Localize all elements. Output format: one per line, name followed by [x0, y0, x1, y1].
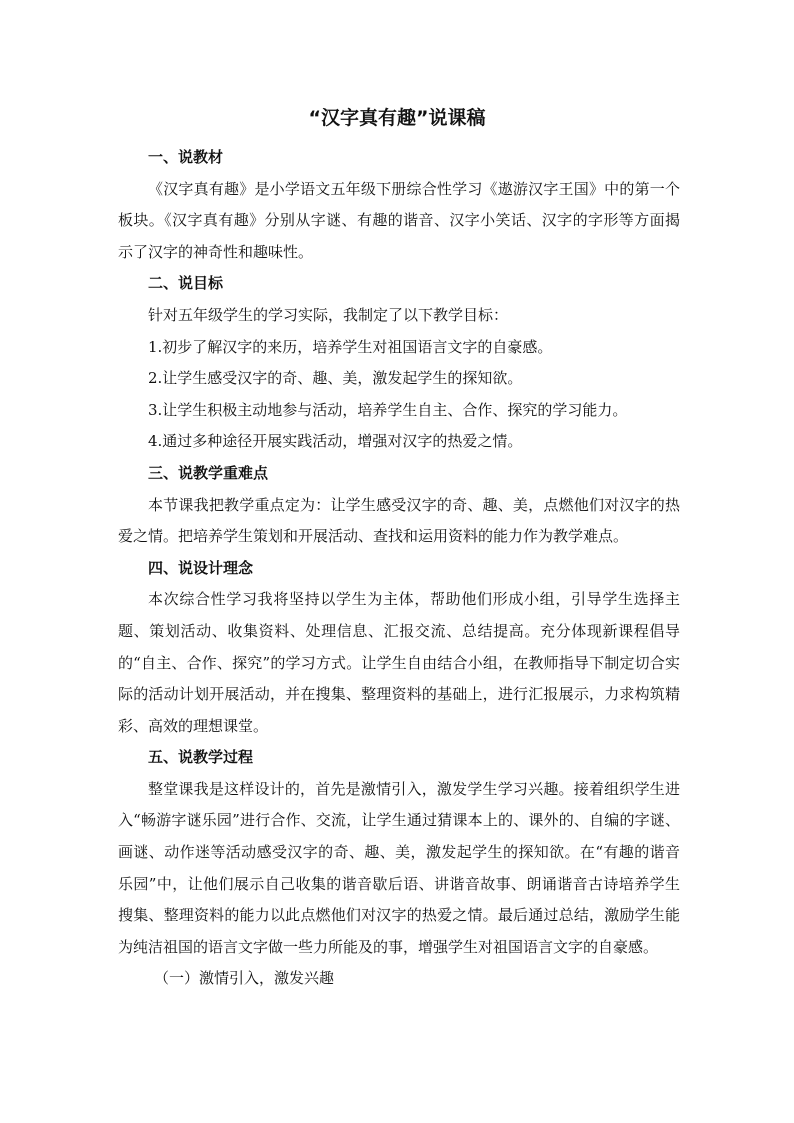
section-paragraph-teaching-process: 整堂课我是这样设计的，首先是激情引入，激发学生学习兴趣。接着组织学生进入“畅游字谜乐园”进行合作、交流，让学生通过猜课本上的、课外的、自编的字谜、画谜、动作迷等活动感受汉字的奇、趣、美，激发起学生的探知欲。在“有趣的谐音乐园”中，让他们展示自己收集的谐音歇后语、讲谐音故事、朗诵谐音古诗培养学生搜集、整理资料的能力以此点燃他们对汉字的热爱之情。最后通过总结，激励学生能为纯洁祖国的语言文字做一些力所能及的事，增强学生对祖国语言文字的自豪感。: [118, 779, 680, 956]
subsection-heading-introduction: （一）激情引入，激发兴趣: [154, 969, 335, 988]
objectives-intro: 针对五年级学生的学习实际，我制定了以下教学目标：: [148, 305, 509, 324]
objective-item: 3.让学生积极主动地参与活动，培养学生自主、合作、探究的学习能力。: [148, 400, 628, 419]
section-heading-objectives: 二、说目标: [148, 274, 224, 293]
objective-item: 2.让学生感受汉字的奇、趣、美，激发起学生的探知欲。: [148, 369, 523, 388]
section-heading-teaching-material: 一、说教材: [148, 148, 224, 166]
objective-item: 4.通过多种途径开展实践活动，增强对汉字的热爱之情。: [148, 432, 523, 451]
objective-item: 1.初步了解汉字的来历，培养学生对祖国语言文字的自豪感。: [148, 337, 553, 356]
document-body: [118, 142, 680, 995]
section-paragraph-teaching-material: 《汉字真有趣》是小学语文五年级下册综合性学习《遨游汉字王国》中的第一个板块。《汉字真有趣》分别从字谜、有趣的谐音、汉字小笑话、汉字的字形等方面揭示了汉字的神奇性和趣味性。: [118, 179, 680, 261]
section-paragraph-key-points: 本节课我把教学重点定为：让学生感受汉字的奇、趣、美，点燃他们对汉字的热爱之情。把培养学生策划和开展活动、查找和运用资料的能力作为教学难点。: [118, 495, 680, 546]
section-paragraph-design-concept: 本次综合性学习我将坚持以学生为主体，帮助他们形成小组，引导学生选择主题、策划活动、收集资料、处理信息、汇报交流、总结提高。充分体现新课程倡导的“自主、合作、探究”的学习方式。让学生自由结合小组，在教师指导下制定切合实际的活动计划开展活动，并在搜集、整理资料的基础上，进行汇报展示，力求构筑精彩、高效的理想课堂。: [118, 590, 680, 735]
document-title: “汉字真有趣”说课稿: [308, 107, 486, 129]
section-heading-teaching-process: 五、说教学过程: [148, 748, 254, 767]
section-heading-design-concept: 四、说设计理念: [148, 558, 254, 577]
section-heading-key-points: 三、说教学重难点: [148, 463, 269, 482]
